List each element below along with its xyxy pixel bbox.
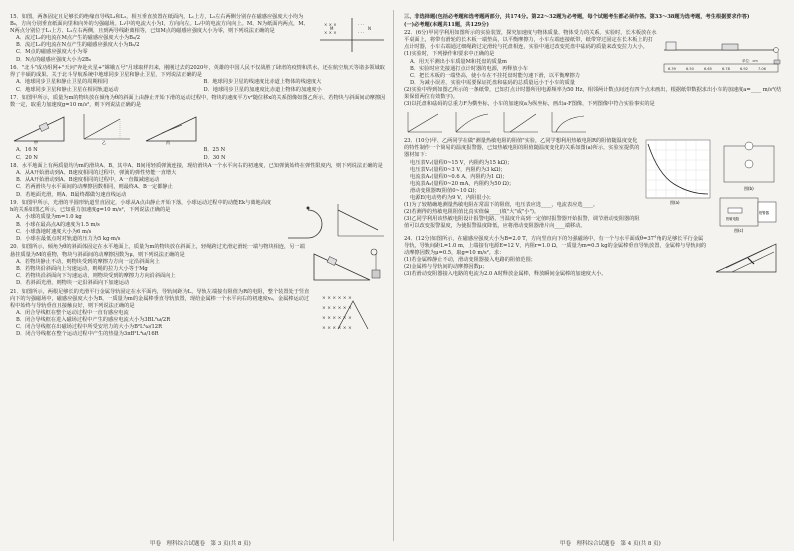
q15-option-d: D．N点的磁感应强度大小为2B₀ (16, 56, 91, 63)
fig-a-label: 图(a) (670, 200, 680, 206)
q19-stem: 19．如图甲所示，光滑的半圆形轨道竖直固定，小球从A点由静止开始下落，小球运动过程中的动能Ek与离地高度h的关系如图乙所示，已知重力加速度g=10 m/s²，下列说法正确的是 (10, 200, 272, 214)
q17-stem: 17．如图甲所示，质量为m的物块放在倾角为θ的斜面上由静止开始下滑的运动过程中，物块的速度平方v²随位移x的关系图像如图乙所示，若物块与斜面间动摩擦因数一定，取重力加速度g=10 m/s²，则下列说法正确的是 (10, 95, 386, 109)
q17-figure-incline (10, 111, 68, 145)
q17-fig-label-1: 甲 (34, 140, 38, 146)
q20-option-d: D．若斜面光滑，则物块一定沿斜面向下加速运动 (16, 279, 130, 286)
left-column (10, 14, 388, 340)
q20-stem: 20．如图所示，倾角为θ的斜面体固定在水平地面上，质量为m的物块放在斜面上，轻绳跨过光滑定滑轮一端与物块相连，另一端悬挂质量为M的重物，物块与斜面间的动摩擦因数为μ，则下列说法正确的是 (10, 244, 305, 258)
svg-text:× × × × × ×: × × × × × × (322, 295, 352, 301)
q22-stem: 22．(6分)甲同学利用如图所示的实验装置，探究加速度与物体质量、物体受力的关系。实验时，长木板放在水平桌面上，将带有滑轮的长木板一端垫高，以平衡摩擦力，小车左端连接纸带，纸带穿过固定在长木板上的打点计时器，小车右端通过细绳跨过定滑轮与托盘相连，实验中通过改变托盘中砝码的质量来改变拉力大小。 (404, 30, 657, 51)
q16-option-b: B．地球同步卫星的线速度比赤道上物体的线速度大 (203, 79, 322, 86)
q20-option-a: A．若物块静止不动，则物块受到的摩擦力方向一定沿斜面向上 (16, 258, 160, 265)
q15-stem: 15．如图，两条固定且足够长的绝缘直导线L₁和L₂，相互垂直放置在纸面内，L₁上方，L₂左右两侧分别存在磁感应强度大小均为B₀，方向分别垂直纸面向里和向外的匀强磁场。L₁中的电流大小为I，方向向左。L₂中的电流方向向上。M、N为纸面内两点，M、N两点分别位于L₁上方、L₂左右两侧，且到两导线距离相等，已知M点的磁感应强度大小为零，则下列说法正确的是 (10, 14, 309, 35)
q22-graph-a (404, 110, 444, 136)
fig-c-label: 图(c) (734, 228, 744, 234)
tape-seg-3: 6.65 (704, 67, 712, 72)
svg-text:M: M (330, 26, 334, 31)
q15-option-a: A．流过L₂的电流在M点产生的磁感应强度大小为B₀/2 (16, 35, 141, 42)
q23-part-3: (3)乙同学利用该热敏电阻设计报警电路，当温度升高到一定值时报警器开始报警，调节滑动变阻器的阻值可以改变报警温度，为使报警温度降低，应将滑动变阻器滑片向____端移动。 (404, 216, 640, 230)
q23-item-5: 滑动变阻器R(阻值0~10 Ω)； (410, 187, 480, 194)
column-divider (393, 10, 394, 541)
question-20 (10, 244, 388, 287)
q17-option-a: A．16 N (16, 147, 38, 154)
q22-option-a: A．用天平测出小车质量M和托盘的质量m (410, 58, 507, 65)
q17-fig-label-2: 乙 (102, 140, 106, 146)
alarm-label: 报警器 (759, 211, 769, 216)
required-heading: (一)必考题(本题共11题，共129分) (404, 22, 489, 29)
q21-option-a: A．闭合导线框在整个运动过程中一直有感应电流 (16, 309, 129, 316)
q24-part-1: (1)若金属棒静止不动，滑动变阻器接入电路的阻值范围； (404, 257, 536, 264)
tape-seg-1: 6.39 (668, 67, 676, 72)
q24-part-2: (2)金属棒与导轨间的动摩擦因数μ； (404, 264, 488, 271)
tape-seg-2: 6.50 (686, 67, 694, 72)
q18-stem: 18．水平地面上有两质量均为m的滑块A、B，其中A、B间用轻质弹簧连接，现给滑块A一个水平向右的初速度，已知弹簧始终在弹性限度内，则下列说法正确的是 (10, 163, 383, 170)
q16-stem: 16．"北斗"成功组网+"天问"奔赴火星+"嫦娥五号"月球取样归来，刚刚过去的2020年，英雄的中国人民不仅战胜了肆虐的疫情和洪水，还在航空航天等诸多领域取得了丰硕的成果。关于北斗导航系统中地球同步卫星和静止卫星，下列说法正确的是 (10, 65, 385, 79)
q18-option-d: D．若地面光滑，则A、B最终都做匀速直线运动 (16, 191, 127, 198)
q22-graph-b (452, 110, 492, 136)
footer-left: 甲卷 理科综合试题卷 第 3 页(共 8 页) (150, 541, 251, 547)
q24-stem: 24．(12分)如图所示，在磁感应强度大小为B=2.0 T，方向竖直向下的匀强磁场中，有一个与水平面成θ=37°角的足够长平行金属导轨，导轨间距L=1.0 m，上端接有电源E=12 V，内阻r=1.0 Ω，一质量为m=0.5 kg的金属棒垂直导轨放置，金属棒与导轨间的动摩擦因数为μ=0.5，取g=10 m/s²。求： (404, 235, 707, 256)
question-21 (10, 289, 388, 339)
fig-b-label: 图(b) (744, 186, 754, 192)
q18-option-c: C．若两滑块与水平面间的动摩擦因数相同，则最终A、B一定都静止 (16, 184, 173, 191)
q23-item-1: 电压表V₁(量程0~15 V，内阻约为15 kΩ)； (410, 159, 513, 166)
q21-option-d: D．闭合导线框在整个运动过程中产生的热量为3πB²L⁴ω/16R (16, 331, 159, 338)
svg-text:× × × × × ×: × × × × × × (322, 315, 352, 321)
q17-option-d: D．30 N (203, 154, 226, 161)
q21-option-c: C．闭合导线框在出磁场过程中所受安培力的大小为B²L³ω/12R (16, 324, 162, 331)
q15-figure (316, 14, 388, 54)
q16-option-a: A．地球同步卫星和静止卫星的周期相同 (16, 79, 108, 86)
q17-figure-incline-2 (142, 111, 200, 145)
q21-option-b: B．闭合导线框在进入磁场过程中产生的感应电流大小为3BL²ω/2R (16, 316, 171, 323)
q19-option-b: B．小球在最高点A的速度为1.5 m/s (16, 221, 100, 228)
svg-text:× × × × × ×: × × × × × × (322, 325, 352, 331)
q16-option-c: C．地球同步卫星和静止卫星在相同轨道运动 (16, 86, 119, 93)
q22-graph-d (548, 110, 588, 136)
q23-part-2: (2)若测得的热敏电阻阻值比真实值偏____(填"大"或"小")。 (404, 209, 540, 216)
question-18 (10, 163, 388, 198)
question-24 (404, 236, 782, 279)
tape-seg-4: 6.78 (722, 67, 730, 72)
q21-figure (318, 289, 388, 333)
q21-stem: 21．如图所示，两根足够长的光滑平行金属导轨固定在水平面内，导轨间距为L，导轨左端接有阻值为R的电阻，整个装置处于竖直向下的匀强磁场中，磁感应强度大小为B。一质量为m的金属棒垂直导轨放置，现给金属棒一个水平向右的初速度v₀，金属棒运动过程中始终与导轨垂直且接触良好，则下列说法正确的是 (10, 288, 310, 309)
q23-item-2: 电压表V₂(量程0~3 V，内阻约为3 kΩ)； (410, 166, 506, 173)
svg-text:× × ×: × × × (324, 30, 337, 35)
q23-figures (644, 138, 782, 234)
svg-text:· · ·: · · · (358, 22, 365, 27)
tape-unit: 单位：cm (742, 59, 758, 64)
tape-seg-5: 6.92 (740, 67, 748, 72)
q18-option-b: B．从A开始滑动到A、B速度相同的过程中，A一直做减速运动 (16, 177, 160, 184)
svg-text:× × ×: × × × (324, 22, 337, 27)
q22-figure (662, 30, 782, 76)
section-3-heading: 三、非选择题(包括必考题和选考题两部分，共174分。第22～32题为必考题，每个试题考生都必须作答。第33～38题为选考题，考生根据要求作答) (404, 14, 750, 20)
q22-part-1: (1)实验时，下列操作和要求中正确的是 (404, 51, 495, 58)
svg-text:· · ·: · · · (358, 30, 365, 35)
tape-seg-6: 7.06 (758, 67, 766, 72)
q20-figure (310, 244, 388, 284)
q22-option-b: B．实验时应先接通打点计时器的电源，再释放小车 (410, 65, 528, 72)
q22-option-c: C．把长木板的一端垫高，使小车在不挂托盘时能匀速下滑，以平衡摩擦力 (410, 72, 580, 79)
thermistor-label: 热敏电阻 (726, 217, 740, 222)
q22-graph-c (500, 110, 540, 136)
q23-part-1: (1)为了较精确地测量热敏电阻在常温下的阻值，电压表应选____，电流表应选____。 (404, 202, 599, 209)
q18-option-a: A．从A开始滑动到A、B速度相同的过程中，弹簧的弹性势能一直增大 (16, 170, 177, 177)
q19-figure (278, 200, 388, 242)
q20-option-b: B．若物块沿斜面向上匀速运动，则绳的拉力大小等于Mg (16, 265, 148, 272)
svg-text:× × × × × ×: × × × × × × (322, 305, 352, 311)
question-19 (10, 200, 388, 243)
question-16 (10, 65, 388, 93)
q22-graph-options (404, 110, 782, 136)
q22-option-d: D．为减小误差，实验中需要保证托盘和砝码的总质量远小于小车的质量 (410, 79, 575, 86)
question-23 (404, 138, 782, 234)
q22-part-3: (3)以托盘和砝码的总重力F为横坐标，小车的加速度a为纵坐标，画出a-F图像，下列图像中符合实验事实的是 (404, 101, 655, 108)
q22-part-2: (2)实验中得到如图乙所示的一条纸带，已知打点计时器所用电源频率为50 Hz，相邻两计数点间还有四个点未画出，根据纸带数据求出小车的加速度a=____ m/s²(结果保留两位有效数字)。 (404, 86, 782, 101)
q15-option-c: C．M点的磁感应强度大小为零 (16, 49, 88, 56)
q23-stem: 23．(10分)甲、乙两同学在做"测量热敏电阻的阻值"实验，乙同学想利用热敏电阻R的阻值随温度变化的特性制作一个简易的温度报警器，已知热敏电阻的阻值随温度变化的关系如图(a)所示，实验室提供的器材如下： (404, 138, 640, 159)
q23-item-3: 电流表A₁(量程0~0.6 A，内阻约为1 Ω)； (410, 173, 508, 180)
q23-item-4: 电流表A₂(量程0~20 mA，内阻约为50 Ω)； (410, 180, 515, 187)
footer-right: 甲卷 理科综合试题卷 第 4 页(共 8 页) (560, 541, 661, 547)
q16-option-d: D．地球同步卫星的加速度比赤道上物体的加速度小 (203, 86, 322, 93)
q23-item-6: 电源E(电动势约为9 V，内阻很小)； (410, 194, 494, 201)
q15-option-b: B．流过L₁的电流在N点产生的磁感应强度大小为B₀/2 (16, 42, 140, 49)
svg-text:N: N (368, 26, 371, 31)
q19-option-a: A．小球的质量为m=1.0 kg (16, 214, 82, 221)
q19-option-c: C．小球落地时速度大小为6 m/s (16, 228, 92, 235)
q24-part-3: (3)若滑动变阻器接入电路的电流为2.0 A时释放金属棒，释放瞬间金属棒的加速度大小。 (404, 271, 607, 278)
question-17 (10, 95, 388, 161)
q24-figure (712, 236, 782, 276)
right-column (404, 14, 782, 280)
question-22 (404, 30, 782, 136)
question-15 (10, 14, 388, 64)
q20-option-c: C．若物块沿斜面向下匀速运动，则物块受到的摩擦力方向沿斜面向上 (16, 272, 176, 279)
q17-figure-graph (76, 111, 134, 145)
q19-option-d: D．小球在最低点时对轨道的压力为5 kg·m/s (16, 235, 121, 242)
q17-option-c: C．20 N (16, 154, 38, 161)
q17-option-b: B．25 N (203, 147, 226, 154)
q17-fig-label-3: 丙 (166, 140, 170, 146)
q17-figures (10, 111, 388, 145)
